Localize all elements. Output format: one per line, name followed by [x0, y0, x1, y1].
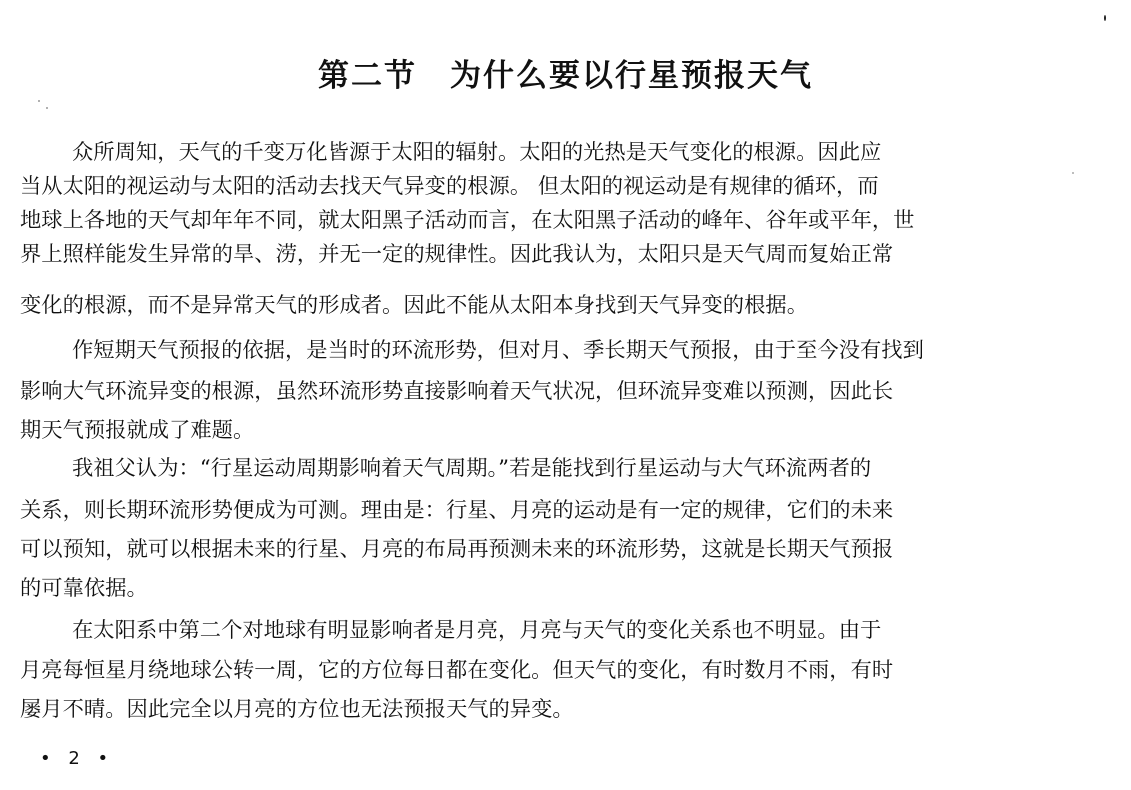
scan-speck [38, 100, 40, 102]
text-line: 在太阳系中第二个对地球有明显影响者是月亮，月亮与天气的变化关系也不明显。由于 [72, 618, 882, 643]
page-number: • 2 • [40, 748, 115, 769]
text-line: 月亮每恒星月绕地球公转一周，它的方位每日都在变化。但天气的变化，有时数月不雨，有时 [20, 658, 894, 683]
section-title: 第二节 为什么要以行星预报天气 [318, 58, 813, 94]
scan-speck [1104, 15, 1106, 21]
text-line: 作短期天气预报的依据，是当时的环流形势，但对月、季长期天气预报，由于至今没有找到 [72, 338, 924, 363]
text-line: 地球上各地的天气却年年不同，就太阳黑子活动而言，在太阳黑子活动的峰年、谷年或平年，世 [20, 208, 915, 233]
scan-speck [1072, 172, 1074, 174]
text-line: 屡月不晴。因此完全以月亮的方位也无法预报天气的异变。 [20, 697, 574, 722]
text-line: 变化的根源，而不是异常天气的形成者。因此不能从太阳本身找到天气异变的根据。 [20, 293, 808, 318]
text-line: 期天气预报就成了难题。 [20, 418, 255, 443]
text-line: 我祖父认为：“行星运动周期影响着天气周期。”若是能找到行星运动与大气环流两者的 [72, 456, 872, 481]
text-line: 界上照样能发生异常的旱、涝，并无一定的规律性。因此我认为，太阳只是天气周而复始正常 [20, 242, 894, 267]
text-line: 的可靠依据。 [20, 576, 148, 601]
scan-speck [46, 107, 48, 109]
text-line: 可以预知，就可以根据未来的行星、月亮的布局再预测未来的环流形势，这就是长期天气预报 [20, 537, 894, 562]
text-line: 关系，则长期环流形势便成为可测。理由是：行星、月亮的运动是有一定的规律，它们的未来 [20, 498, 894, 523]
text-line: 当从太阳的视运动与太阳的活动去找天气异变的根源。 但太阳的视运动是有规律的循环，而 [20, 174, 879, 199]
text-line: 影响大气环流异变的根源，虽然环流形势直接影响着天气状况，但环流异变难以预测，因此长 [20, 379, 894, 404]
text-line: 众所周知，天气的千变万化皆源于太阳的辐射。太阳的光热是天气变化的根源。因此应 [72, 140, 882, 165]
